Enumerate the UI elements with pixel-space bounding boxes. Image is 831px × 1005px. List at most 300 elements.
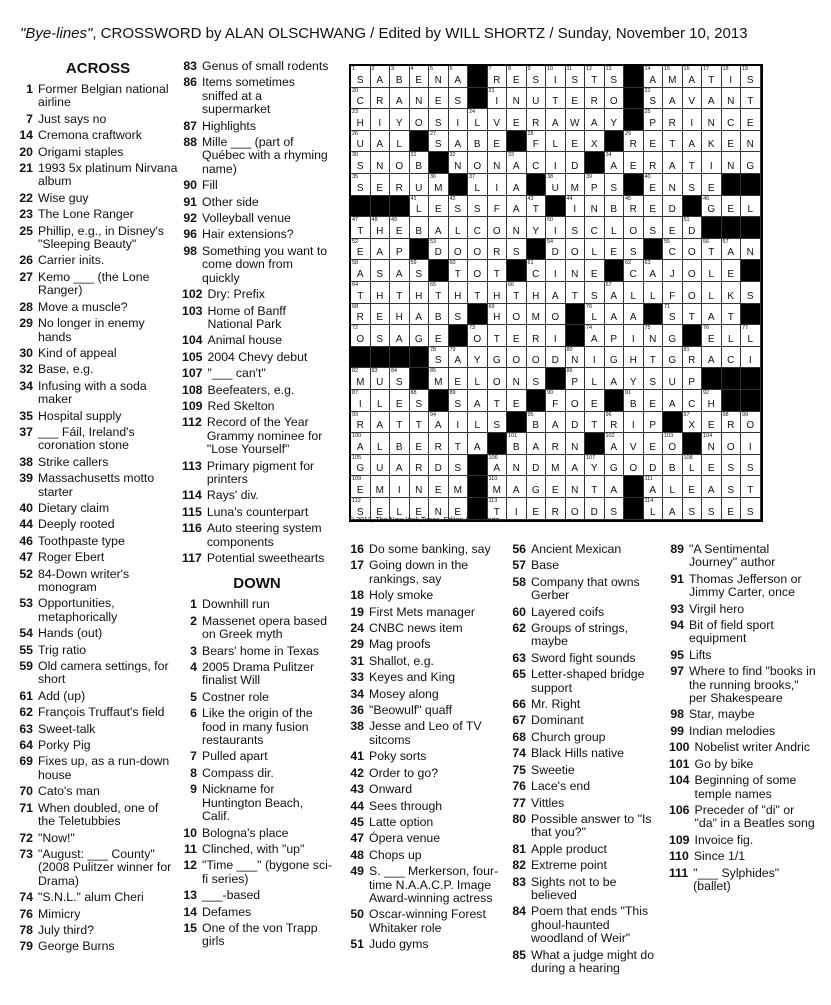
- clue-down-57[interactable]: [511, 559, 663, 572]
- grid-cell[interactable]: [507, 217, 527, 239]
- grid-cell[interactable]: [410, 260, 430, 282]
- grid-cell[interactable]: [702, 433, 722, 455]
- grid-cell[interactable]: [410, 152, 430, 174]
- grid-cell[interactable]: [702, 88, 722, 110]
- grid-cell[interactable]: [468, 325, 488, 347]
- grid-cell[interactable]: [624, 196, 644, 218]
- clue-down-5[interactable]: [182, 691, 332, 704]
- grid-cell[interactable]: [351, 109, 371, 131]
- grid-cell[interactable]: [527, 282, 547, 304]
- clue-across-109[interactable]: [182, 400, 332, 413]
- clue-down-9[interactable]: [182, 783, 332, 823]
- grid-cell[interactable]: [546, 390, 566, 412]
- clue-across-40[interactable]: [18, 502, 178, 515]
- grid-cell[interactable]: [663, 304, 683, 326]
- grid-cell[interactable]: [683, 131, 703, 153]
- grid-cell[interactable]: [566, 131, 586, 153]
- grid-cell[interactable]: [644, 66, 664, 88]
- grid-cell[interactable]: [390, 239, 410, 261]
- clue-down-74[interactable]: [511, 747, 663, 760]
- grid-cell[interactable]: [449, 109, 469, 131]
- grid-cell[interactable]: [429, 131, 449, 153]
- grid-cell[interactable]: [663, 368, 683, 390]
- grid-cell[interactable]: [663, 217, 683, 239]
- grid-cell[interactable]: [683, 282, 703, 304]
- grid-cell[interactable]: [468, 412, 488, 434]
- grid-cell[interactable]: [527, 304, 547, 326]
- grid-cell[interactable]: [410, 433, 430, 455]
- clue-across-69[interactable]: [18, 755, 178, 782]
- grid-cell[interactable]: [644, 282, 664, 304]
- grid-cell[interactable]: [741, 325, 761, 347]
- grid-cell[interactable]: [449, 282, 469, 304]
- grid-cell[interactable]: [683, 152, 703, 174]
- grid-cell[interactable]: [449, 131, 469, 153]
- grid-cell[interactable]: [468, 433, 488, 455]
- grid-cell[interactable]: [488, 217, 508, 239]
- grid-cell[interactable]: [507, 325, 527, 347]
- grid-cell[interactable]: [722, 325, 742, 347]
- clue-across-25[interactable]: [18, 225, 178, 252]
- grid-cell[interactable]: [605, 109, 625, 131]
- grid-cell[interactable]: [351, 412, 371, 434]
- clue-across-98[interactable]: [182, 245, 332, 285]
- grid-cell[interactable]: [410, 66, 430, 88]
- grid-cell[interactable]: [546, 260, 566, 282]
- clue-down-66[interactable]: [511, 698, 663, 711]
- grid-cell[interactable]: [683, 347, 703, 369]
- grid-cell[interactable]: [468, 260, 488, 282]
- clue-across-61[interactable]: [18, 690, 178, 703]
- clue-across-74[interactable]: [18, 891, 178, 904]
- clue-down-11[interactable]: [182, 843, 332, 856]
- grid-cell[interactable]: [624, 325, 644, 347]
- grid-cell[interactable]: [644, 390, 664, 412]
- clue-across-87[interactable]: [182, 120, 332, 133]
- grid-cell[interactable]: [429, 88, 449, 110]
- clue-down-93[interactable]: [669, 603, 819, 616]
- clue-down-80[interactable]: [511, 813, 663, 840]
- grid-cell[interactable]: [663, 347, 683, 369]
- grid-cell[interactable]: [507, 476, 527, 498]
- clue-down-97[interactable]: [669, 665, 819, 705]
- clue-across-53[interactable]: [18, 597, 178, 624]
- clue-across-22[interactable]: [18, 192, 178, 205]
- clue-across-70[interactable]: [18, 785, 178, 798]
- clue-across-64[interactable]: [18, 739, 178, 752]
- grid-cell[interactable]: [683, 66, 703, 88]
- clue-down-56[interactable]: [511, 543, 663, 556]
- grid-cell[interactable]: [351, 304, 371, 326]
- grid-cell[interactable]: [488, 131, 508, 153]
- grid-cell[interactable]: [741, 498, 761, 520]
- grid-cell[interactable]: [546, 174, 566, 196]
- grid-cell[interactable]: [585, 368, 605, 390]
- grid-cell[interactable]: [663, 498, 683, 520]
- grid-cell[interactable]: [683, 476, 703, 498]
- grid-cell[interactable]: [585, 304, 605, 326]
- clue-across-23[interactable]: [18, 208, 178, 221]
- grid-cell[interactable]: [702, 174, 722, 196]
- grid-cell[interactable]: [449, 347, 469, 369]
- grid-cell[interactable]: [702, 347, 722, 369]
- grid-cell[interactable]: [605, 88, 625, 110]
- grid-cell[interactable]: [507, 174, 527, 196]
- grid-cell[interactable]: [702, 304, 722, 326]
- grid-cell[interactable]: [390, 152, 410, 174]
- grid-cell[interactable]: [722, 66, 742, 88]
- grid-cell[interactable]: [507, 196, 527, 218]
- clue-across-104[interactable]: [182, 334, 332, 347]
- grid-cell[interactable]: [624, 260, 644, 282]
- clue-down-62[interactable]: [511, 622, 663, 649]
- grid-cell[interactable]: [585, 390, 605, 412]
- clue-across-91[interactable]: [182, 196, 332, 209]
- grid-cell[interactable]: [741, 152, 761, 174]
- grid-cell[interactable]: [683, 88, 703, 110]
- grid-cell[interactable]: [429, 455, 449, 477]
- grid-cell[interactable]: [546, 282, 566, 304]
- grid-cell[interactable]: [429, 196, 449, 218]
- clue-across-30[interactable]: [18, 347, 178, 360]
- grid-cell[interactable]: [702, 239, 722, 261]
- grid-cell[interactable]: [371, 174, 391, 196]
- clue-down-68[interactable]: [511, 731, 663, 744]
- grid-cell[interactable]: [644, 455, 664, 477]
- grid-cell[interactable]: [644, 433, 664, 455]
- grid-cell[interactable]: [605, 217, 625, 239]
- grid-cell[interactable]: [449, 260, 469, 282]
- grid-cell[interactable]: [390, 174, 410, 196]
- grid-cell[interactable]: [722, 476, 742, 498]
- grid-cell[interactable]: [722, 304, 742, 326]
- grid-cell[interactable]: [663, 109, 683, 131]
- clue-down-51[interactable]: [349, 938, 499, 951]
- grid-cell[interactable]: [683, 239, 703, 261]
- clue-across-38[interactable]: [18, 456, 178, 469]
- clue-across-47[interactable]: [18, 551, 178, 564]
- grid-cell[interactable]: [566, 476, 586, 498]
- clue-down-111[interactable]: [669, 867, 819, 894]
- clue-across-114[interactable]: [182, 489, 332, 502]
- grid-cell[interactable]: [702, 325, 722, 347]
- grid-cell[interactable]: [527, 260, 547, 282]
- grid-cell[interactable]: [663, 152, 683, 174]
- grid-cell[interactable]: [566, 109, 586, 131]
- grid-cell[interactable]: [488, 152, 508, 174]
- grid-cell[interactable]: [468, 174, 488, 196]
- grid-cell[interactable]: [644, 88, 664, 110]
- grid-cell[interactable]: [390, 368, 410, 390]
- grid-cell[interactable]: [722, 196, 742, 218]
- grid-cell[interactable]: [566, 412, 586, 434]
- clue-across-54[interactable]: [18, 627, 178, 640]
- clue-down-8[interactable]: [182, 767, 332, 780]
- grid-cell[interactable]: [527, 347, 547, 369]
- grid-cell[interactable]: [722, 88, 742, 110]
- clue-down-100[interactable]: [669, 741, 819, 754]
- grid-cell[interactable]: [546, 131, 566, 153]
- grid-cell[interactable]: [644, 368, 664, 390]
- grid-cell[interactable]: [429, 347, 449, 369]
- grid-cell[interactable]: [390, 109, 410, 131]
- grid-cell[interactable]: [351, 433, 371, 455]
- grid-cell[interactable]: [722, 282, 742, 304]
- grid-cell[interactable]: [702, 196, 722, 218]
- grid-cell[interactable]: [741, 476, 761, 498]
- clue-down-10[interactable]: [182, 827, 332, 840]
- grid-cell[interactable]: [644, 196, 664, 218]
- grid-cell[interactable]: [468, 390, 488, 412]
- grid-cell[interactable]: [585, 131, 605, 153]
- grid-cell[interactable]: [390, 282, 410, 304]
- clue-down-7[interactable]: [182, 750, 332, 763]
- grid-cell[interactable]: [488, 174, 508, 196]
- grid-cell[interactable]: [410, 196, 430, 218]
- grid-cell[interactable]: [468, 347, 488, 369]
- grid-cell[interactable]: [605, 347, 625, 369]
- grid-cell[interactable]: [644, 131, 664, 153]
- grid-cell[interactable]: [449, 88, 469, 110]
- grid-cell[interactable]: [527, 368, 547, 390]
- clue-across-117[interactable]: [182, 552, 332, 565]
- clue-down-67[interactable]: [511, 714, 663, 727]
- grid-cell[interactable]: [546, 476, 566, 498]
- grid-cell[interactable]: [722, 152, 742, 174]
- grid-cell[interactable]: [351, 282, 371, 304]
- grid-cell[interactable]: [605, 196, 625, 218]
- grid-cell[interactable]: [741, 109, 761, 131]
- clue-down-24[interactable]: [349, 622, 499, 635]
- grid-cell[interactable]: [644, 498, 664, 520]
- clue-across-29[interactable]: [18, 317, 178, 344]
- grid-cell[interactable]: [741, 412, 761, 434]
- clue-across-1[interactable]: [18, 83, 178, 110]
- grid-cell[interactable]: [390, 412, 410, 434]
- grid-cell[interactable]: [507, 433, 527, 455]
- grid-cell[interactable]: [410, 325, 430, 347]
- grid-cell[interactable]: [683, 368, 703, 390]
- clue-down-3[interactable]: [182, 645, 332, 658]
- grid-cell[interactable]: [468, 282, 488, 304]
- grid-cell[interactable]: [371, 109, 391, 131]
- grid-cell[interactable]: [449, 304, 469, 326]
- clue-across-105[interactable]: [182, 351, 332, 364]
- grid-cell[interactable]: [566, 174, 586, 196]
- grid-cell[interactable]: [585, 217, 605, 239]
- clue-across-34[interactable]: [18, 380, 178, 407]
- clue-across-21[interactable]: [18, 162, 178, 189]
- grid-cell[interactable]: [527, 152, 547, 174]
- grid-cell[interactable]: [722, 131, 742, 153]
- grid-cell[interactable]: [429, 239, 449, 261]
- clue-down-34[interactable]: [349, 688, 499, 701]
- grid-cell[interactable]: [624, 217, 644, 239]
- grid-cell[interactable]: [527, 109, 547, 131]
- grid-cell[interactable]: [566, 239, 586, 261]
- grid-cell[interactable]: [390, 455, 410, 477]
- clue-down-17[interactable]: [349, 559, 499, 586]
- clue-down-4[interactable]: [182, 661, 332, 688]
- grid-cell[interactable]: [351, 174, 371, 196]
- grid-cell[interactable]: [390, 131, 410, 153]
- grid-cell[interactable]: [585, 282, 605, 304]
- clue-across-62[interactable]: [18, 706, 178, 719]
- clue-across-35[interactable]: [18, 410, 178, 423]
- grid-cell[interactable]: [585, 66, 605, 88]
- grid-cell[interactable]: [390, 433, 410, 455]
- grid-cell[interactable]: [663, 282, 683, 304]
- grid-cell[interactable]: [741, 239, 761, 261]
- grid-cell[interactable]: [644, 325, 664, 347]
- grid-cell[interactable]: [546, 152, 566, 174]
- grid-cell[interactable]: [507, 109, 527, 131]
- clue-across-55[interactable]: [18, 644, 178, 657]
- grid-cell[interactable]: [449, 368, 469, 390]
- grid-cell[interactable]: [624, 347, 644, 369]
- grid-cell[interactable]: [741, 196, 761, 218]
- grid-cell[interactable]: [683, 412, 703, 434]
- grid-cell[interactable]: [566, 347, 586, 369]
- grid-cell[interactable]: [702, 260, 722, 282]
- grid-cell[interactable]: [566, 152, 586, 174]
- clue-down-106[interactable]: [669, 804, 819, 831]
- clue-down-33[interactable]: [349, 671, 499, 684]
- grid-cell[interactable]: [527, 455, 547, 477]
- grid-cell[interactable]: [351, 368, 371, 390]
- grid-cell[interactable]: [449, 476, 469, 498]
- grid-cell[interactable]: [546, 433, 566, 455]
- grid-cell[interactable]: [702, 152, 722, 174]
- grid-cell[interactable]: [371, 239, 391, 261]
- grid-cell[interactable]: [663, 260, 683, 282]
- grid-cell[interactable]: [429, 304, 449, 326]
- grid-cell[interactable]: [624, 152, 644, 174]
- clue-across-27[interactable]: [18, 271, 178, 298]
- grid-cell[interactable]: [644, 174, 664, 196]
- grid-cell[interactable]: [741, 66, 761, 88]
- grid-cell[interactable]: [546, 412, 566, 434]
- grid-cell[interactable]: [585, 260, 605, 282]
- grid-cell[interactable]: [644, 152, 664, 174]
- grid-cell[interactable]: [488, 88, 508, 110]
- grid-cell[interactable]: [351, 239, 371, 261]
- grid-cell[interactable]: [507, 455, 527, 477]
- clue-across-20[interactable]: [18, 146, 178, 159]
- grid-cell[interactable]: [624, 433, 644, 455]
- clue-across-46[interactable]: [18, 535, 178, 548]
- grid-cell[interactable]: [371, 131, 391, 153]
- clue-down-19[interactable]: [349, 606, 499, 619]
- grid-cell[interactable]: [722, 498, 742, 520]
- grid-cell[interactable]: [566, 88, 586, 110]
- clue-down-41[interactable]: [349, 750, 499, 763]
- clue-down-44[interactable]: [349, 800, 499, 813]
- grid-cell[interactable]: [351, 476, 371, 498]
- grid-cell[interactable]: [351, 260, 371, 282]
- grid-cell[interactable]: [429, 66, 449, 88]
- grid-cell[interactable]: [585, 498, 605, 520]
- grid-cell[interactable]: [702, 476, 722, 498]
- grid-cell[interactable]: [546, 217, 566, 239]
- grid-cell[interactable]: [371, 455, 391, 477]
- clue-across-63[interactable]: [18, 723, 178, 736]
- clue-across-86[interactable]: [182, 76, 332, 116]
- grid-cell[interactable]: [722, 433, 742, 455]
- grid-cell[interactable]: [488, 347, 508, 369]
- grid-cell[interactable]: [488, 66, 508, 88]
- grid-cell[interactable]: [371, 88, 391, 110]
- grid-cell[interactable]: [468, 131, 488, 153]
- grid-cell[interactable]: [449, 412, 469, 434]
- clue-down-82[interactable]: [511, 859, 663, 872]
- grid-cell[interactable]: [527, 498, 547, 520]
- grid-cell[interactable]: [468, 239, 488, 261]
- grid-cell[interactable]: [722, 260, 742, 282]
- grid-cell[interactable]: [371, 325, 391, 347]
- clue-across-14[interactable]: [18, 129, 178, 142]
- clue-down-76[interactable]: [511, 780, 663, 793]
- grid-cell[interactable]: [683, 390, 703, 412]
- grid-cell[interactable]: [390, 325, 410, 347]
- grid-cell[interactable]: [410, 476, 430, 498]
- grid-cell[interactable]: [605, 476, 625, 498]
- grid-cell[interactable]: [351, 325, 371, 347]
- grid-cell[interactable]: [741, 433, 761, 455]
- grid-cell[interactable]: [566, 433, 586, 455]
- grid-cell[interactable]: [702, 412, 722, 434]
- grid-cell[interactable]: [371, 368, 391, 390]
- clue-across-52[interactable]: [18, 568, 178, 595]
- grid-cell[interactable]: [410, 217, 430, 239]
- grid-cell[interactable]: [585, 347, 605, 369]
- clue-down-31[interactable]: [349, 655, 499, 668]
- grid-cell[interactable]: [488, 109, 508, 131]
- clue-across-7[interactable]: [18, 113, 178, 126]
- clue-down-16[interactable]: [349, 543, 499, 556]
- grid-cell[interactable]: [410, 109, 430, 131]
- grid-cell[interactable]: [702, 109, 722, 131]
- grid-cell[interactable]: [663, 390, 683, 412]
- grid-cell[interactable]: [585, 239, 605, 261]
- grid-cell[interactable]: [605, 368, 625, 390]
- grid-cell[interactable]: [390, 304, 410, 326]
- grid-cell[interactable]: [663, 455, 683, 477]
- grid-cell[interactable]: [351, 131, 371, 153]
- clue-down-98[interactable]: [669, 708, 819, 721]
- grid-cell[interactable]: [488, 196, 508, 218]
- grid-cell[interactable]: [527, 88, 547, 110]
- grid-cell[interactable]: [605, 282, 625, 304]
- grid-cell[interactable]: [371, 282, 391, 304]
- grid-cell[interactable]: [566, 217, 586, 239]
- clue-down-83[interactable]: [511, 876, 663, 903]
- clue-down-60[interactable]: [511, 606, 663, 619]
- grid-cell[interactable]: [351, 66, 371, 88]
- clue-across-26[interactable]: [18, 254, 178, 267]
- clue-down-47[interactable]: [349, 832, 499, 845]
- clue-across-108[interactable]: [182, 384, 332, 397]
- grid-cell[interactable]: [624, 304, 644, 326]
- grid-cell[interactable]: [605, 174, 625, 196]
- grid-cell[interactable]: [468, 368, 488, 390]
- grid-cell[interactable]: [624, 390, 644, 412]
- grid-cell[interactable]: [507, 239, 527, 261]
- grid-cell[interactable]: [390, 390, 410, 412]
- clue-down-77[interactable]: [511, 797, 663, 810]
- clue-down-36[interactable]: [349, 704, 499, 717]
- clue-across-71[interactable]: [18, 802, 178, 829]
